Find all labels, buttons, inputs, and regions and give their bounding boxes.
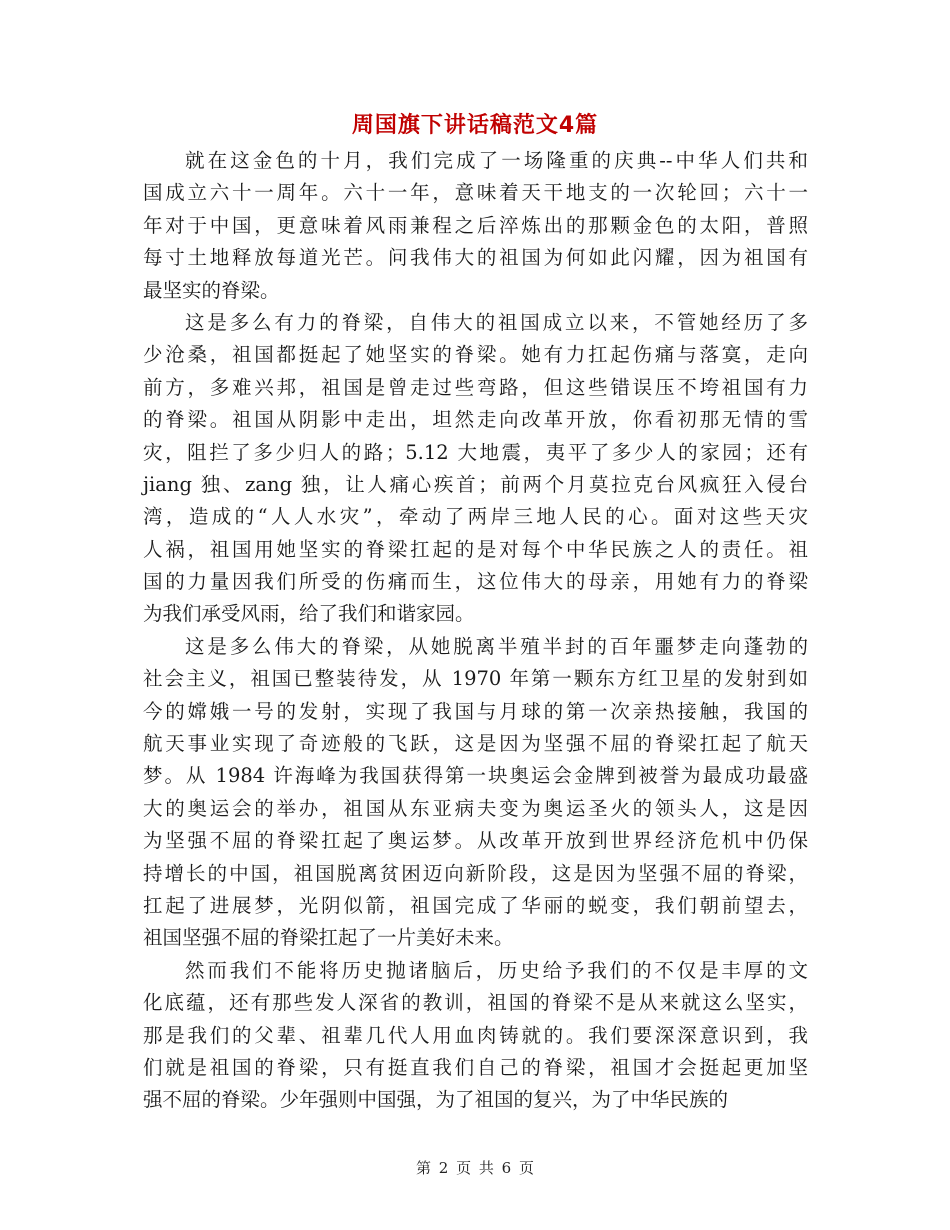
paragraph-line: 大的奥运会的举办，祖国从东亚病夫变为奥运圣火的领头人，这是因 [143,796,808,820]
paragraph-line: 人祸，祖国用她坚实的脊梁扛起的是对每个中华民族之人的责任。祖 [143,537,808,561]
paragraph-line: 为我们承受风雨，给了我们和谐家园。 [143,602,475,626]
paragraph-line: 那是我们的父辈、祖辈几代人用血肉铸就的。我们要深深意识到，我 [143,1023,808,1047]
document-title: 周国旗下讲话稿范文4篇 [351,113,599,138]
paragraph-line: 然而我们不能将历史抛诸脑后，历史给予我们的不仅是丰厚的文 [185,958,808,982]
document-body [143,145,808,1117]
paragraph-line: 最坚实的脊梁。 [143,278,280,302]
paragraph-line: 前方，多难兴邦，祖国是曾走过些弯路，但这些错误压不垮祖国有力 [143,375,808,399]
paragraph [143,145,808,307]
paragraph-line: 每寸土地释放每道光芒。问我伟大的祖国为何如此闪耀，因为祖国有 [143,246,808,270]
paragraph-line: 湾，造成的“人人水灾”，牵动了两岸三地人民的心。面对这些天灾 [143,505,808,529]
paragraph [143,955,808,1117]
paragraph-line: 社会主义，祖国已整装待发，从 1970 年第一颗东方红卫星的发射到如 [143,667,808,691]
paragraph-line: 化底蕴，还有那些发人深省的教训，祖国的脊梁不是从来就这么坚实， [143,991,808,1015]
paragraph-line: 的脊梁。祖国从阴影中走出，坦然走向改革开放，你看初那无情的雪 [143,408,808,432]
paragraph-line: 们就是祖国的脊梁，只有挺直我们自己的脊梁，祖国才会挺起更加坚 [143,1055,808,1079]
paragraph-line: 强不屈的脊梁。少年强则中国强，为了祖国的复兴，为了中华民族的 [143,1088,729,1112]
paragraph-line: 这是多么有力的脊梁，自伟大的祖国成立以来，不管她经历了多 [185,310,808,334]
paragraph-line: 灾，阻拦了多少归人的路；5.12 大地震，夷平了多少人的家园；还有 [143,440,808,464]
paragraph-line: jiang 独、zang 独，让人痛心疾首；前两个月莫拉克台风疯狂入侵台 [143,472,808,496]
paragraph-line: 航天事业实现了奇迹般的飞跃，这是因为坚强不屈的脊梁扛起了航天 [143,732,808,756]
paragraph-line: 年对于中国，更意味着风雨兼程之后淬炼出的那颗金色的太阳，普照 [143,213,808,237]
paragraph-line: 国成立六十一周年。六十一年，意味着天干地支的一次轮回；六十一 [143,181,808,205]
paragraph [143,307,808,631]
paragraph-line: 持增长的中国，祖国脱离贫困迈向新阶段，这是因为坚强不屈的脊梁， [143,861,808,885]
paragraph-line: 扛起了进展梦，光阴似箭，祖国完成了华丽的蜕变，我们朝前望去， [143,893,808,917]
paragraph-line: 为坚强不屈的脊梁扛起了奥运梦。从改革开放到世界经济危机中仍保 [143,829,808,853]
paragraph [143,631,808,955]
paragraph-line: 今的嫦娥一号的发射，实现了我国与月球的第一次亲热接触，我国的 [143,699,808,723]
paragraph-line: 就在这金色的十月，我们完成了一场隆重的庆典--中华人们共和 [185,149,808,172]
paragraph-line: 国的力量因我们所受的伤痛而生，这位伟大的母亲，用她有力的脊梁 [143,570,808,594]
paragraph-line: 这是多么伟大的脊梁，从她脱离半殖半封的百年噩梦走向蓬勃的 [185,634,808,658]
paragraph-line: 少沧桑，祖国都挺起了她坚实的脊梁。她有力扛起伤痛与落寞，走向 [143,343,808,367]
paragraph-line: 祖国坚强不屈的脊梁扛起了一片美好未来。 [143,926,514,950]
page-footer: 第 2 页 共 6 页 [416,1159,534,1177]
paragraph-line: 梦。从 1984 许海峰为我国获得第一块奥运会金牌到被誉为最成功最盛 [143,764,808,788]
